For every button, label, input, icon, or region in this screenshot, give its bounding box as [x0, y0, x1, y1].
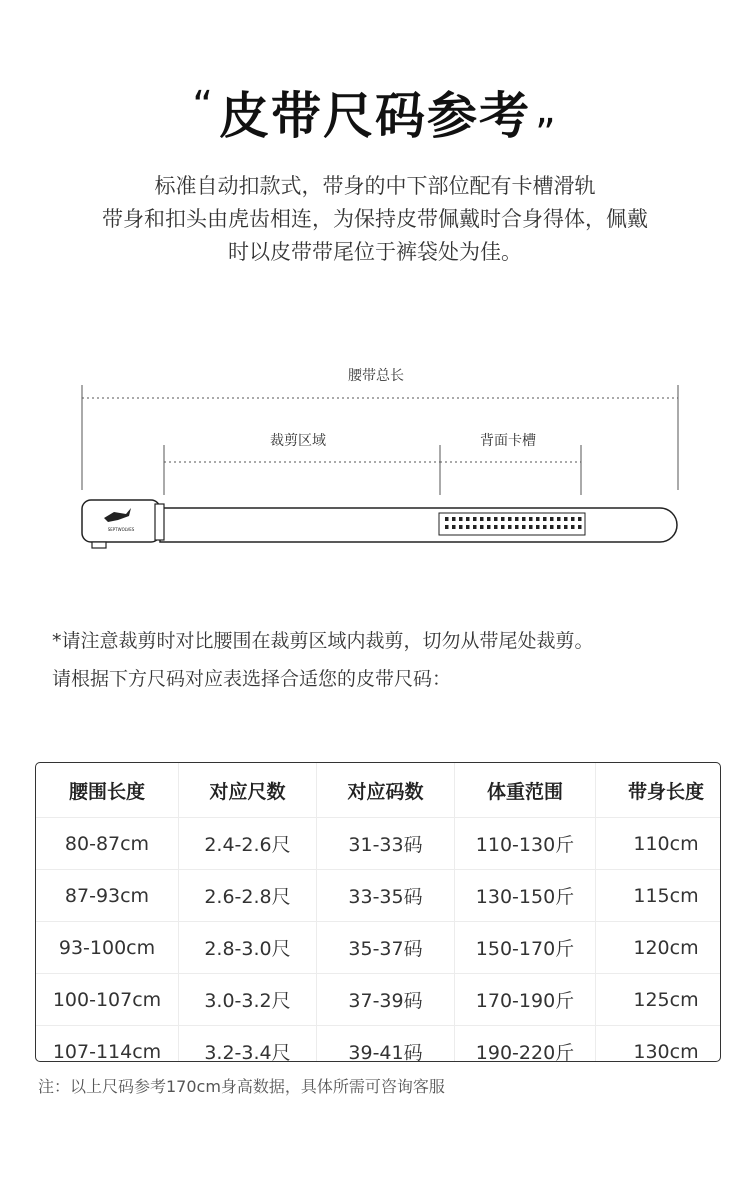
cell-ma: 35-37码	[317, 922, 455, 974]
slot-hole	[459, 517, 463, 521]
slot-hole	[536, 517, 540, 521]
cell-weight: 190-220斤	[455, 1026, 596, 1063]
header-ma: 对应码数	[317, 763, 455, 818]
quote-open: “	[192, 83, 215, 129]
notes	[52, 622, 594, 698]
footnote: 注：以上尺码参考170cm身高数据，具体所需可咨询客服	[38, 1077, 445, 1096]
slot-hole	[550, 525, 554, 529]
slot-hole	[571, 525, 575, 529]
table-row	[36, 818, 721, 870]
logo-text: SEPTWOLVES	[107, 527, 135, 532]
slot-hole	[550, 517, 554, 521]
slot-hole	[466, 517, 470, 521]
quote-close: ”	[535, 111, 558, 157]
slot-hole	[501, 517, 505, 521]
cell-waist: 87-93cm	[36, 870, 179, 922]
cell-weight: 130-150斤	[455, 870, 596, 922]
slot-hole	[480, 517, 484, 521]
cell-waist: 100-107cm	[36, 974, 179, 1026]
cell-ma: 31-33码	[317, 818, 455, 870]
belt-diagram	[0, 350, 750, 560]
cell-weight: 110-130斤	[455, 818, 596, 870]
select-instruction: 请根据下方尺码对应表选择合适您的皮带尺码：	[52, 668, 452, 690]
table-row	[36, 974, 721, 1026]
slot-hole	[494, 517, 498, 521]
slot-hole	[564, 517, 568, 521]
intro-line: 带身和扣头由虎齿相连，为保持皮带佩戴时合身得体，佩戴	[102, 207, 648, 231]
slot-hole	[459, 525, 463, 529]
cell-chi: 3.0-3.2尺	[179, 974, 317, 1026]
slot-hole	[578, 517, 582, 521]
slot-hole	[557, 517, 561, 521]
page-title	[192, 76, 558, 157]
cell-length: 125cm	[596, 974, 722, 1026]
slot-hole	[480, 525, 484, 529]
slot-hole	[543, 517, 547, 521]
cell-ma: 33-35码	[317, 870, 455, 922]
slot-hole	[578, 525, 582, 529]
belt-strap	[160, 508, 677, 542]
cell-length: 130cm	[596, 1026, 722, 1063]
buckle-clip	[92, 542, 106, 548]
cell-length: 120cm	[596, 922, 722, 974]
table-header-row	[36, 763, 721, 818]
cell-chi: 2.8-3.0尺	[179, 922, 317, 974]
cell-waist: 107-114cm	[52, 1040, 162, 1062]
intro-line: 标准自动扣款式，带身的中下部位配有卡槽滑轨	[154, 174, 596, 198]
slot-hole	[571, 517, 575, 521]
title-block	[0, 76, 750, 157]
table-row	[36, 1026, 721, 1063]
header-chi: 对应尺数	[179, 763, 317, 818]
slot-hole	[445, 525, 449, 529]
slot-hole	[529, 517, 533, 521]
table-row	[36, 870, 721, 922]
cell-ma: 39-41码	[317, 1026, 455, 1063]
buckle-bar	[155, 504, 164, 540]
back-slot-label: 背面卡槽	[480, 433, 536, 449]
slot-hole	[452, 525, 456, 529]
cell-length: 110cm	[596, 818, 722, 870]
slot-hole	[536, 525, 540, 529]
slot-rail	[439, 513, 585, 535]
slot-hole	[494, 525, 498, 529]
belt-illustration	[0, 350, 750, 560]
slot-hole	[487, 517, 491, 521]
slot-hole	[452, 517, 456, 521]
cell-length: 115cm	[596, 870, 722, 922]
slot-hole	[473, 525, 477, 529]
header-weight: 体重范围	[455, 763, 596, 818]
header-waist: 腰围长度	[36, 763, 179, 818]
cell-ma: 37-39码	[317, 974, 455, 1026]
slot-hole	[508, 525, 512, 529]
slot-hole	[522, 517, 526, 521]
size-table	[35, 762, 721, 1062]
buckle	[82, 500, 160, 542]
slot-hole	[564, 525, 568, 529]
slot-hole	[473, 517, 477, 521]
slot-hole	[543, 525, 547, 529]
slot-hole	[445, 517, 449, 521]
total-length-label: 腰带总长	[348, 368, 404, 384]
slot-hole	[522, 525, 526, 529]
slot-hole	[515, 525, 519, 529]
cell-chi: 2.4-2.6尺	[179, 818, 317, 870]
cut-zone-label: 裁剪区域	[270, 433, 326, 449]
slot-hole	[529, 525, 533, 529]
table-row	[36, 922, 721, 974]
cell-chi: 2.6-2.8尺	[179, 870, 317, 922]
title-text: 皮带尺码参考	[219, 87, 531, 145]
cell-weight: 150-170斤	[455, 922, 596, 974]
intro-line: 时以皮带带尾位于裤袋处为佳。	[228, 240, 522, 264]
header-length: 带身长度	[596, 763, 722, 818]
cell-weight: 170-190斤	[455, 974, 596, 1026]
cut-warning: *请注意裁剪时对比腰围在裁剪区域内裁剪，切勿从带尾处裁剪。	[52, 630, 594, 652]
slot-hole	[557, 525, 561, 529]
slot-hole	[501, 525, 505, 529]
cell-chi: 3.2-3.4尺	[179, 1026, 317, 1063]
intro-text	[0, 170, 750, 269]
cell-waist: 80-87cm	[36, 818, 179, 870]
slot-hole	[466, 525, 470, 529]
slot-hole	[508, 517, 512, 521]
slot-hole	[515, 517, 519, 521]
slot-hole	[487, 525, 491, 529]
cell-waist: 93-100cm	[36, 922, 179, 974]
